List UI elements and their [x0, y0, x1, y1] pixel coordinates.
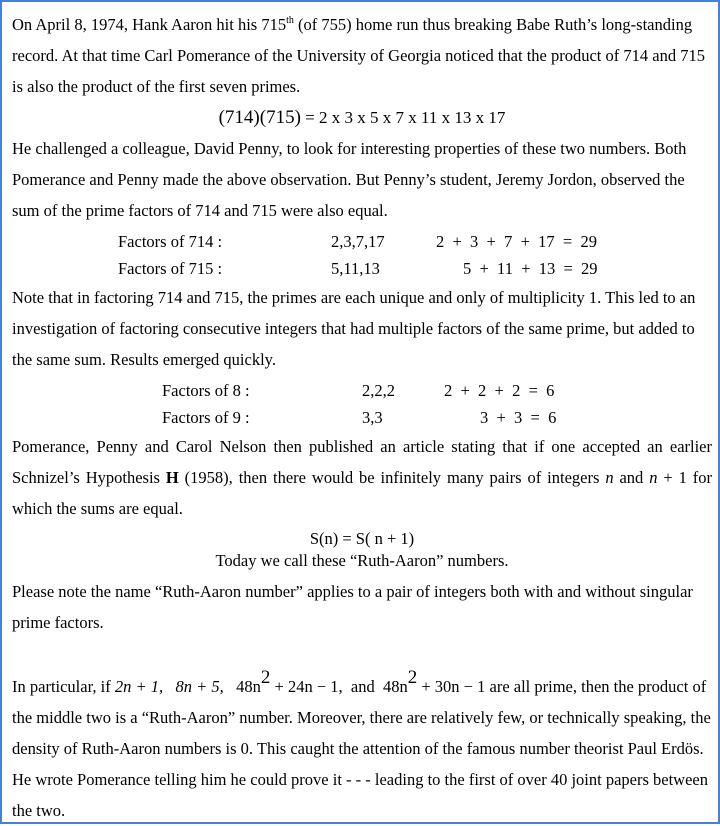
spacer [12, 638, 712, 665]
expression-8n-plus-5: 8n + 5, [175, 677, 224, 696]
equation-left: (714)(715) [218, 107, 301, 128]
paragraph-hypothesis [12, 431, 712, 524]
factor-table-714-715 [12, 228, 712, 282]
hypothesis-text-3: and [613, 468, 650, 487]
factor-list: 5,11,13 [331, 259, 380, 278]
factor-label: Factors of 9 : [162, 408, 250, 427]
factor-table-8-9 [12, 377, 712, 431]
paragraph-challenge: He challenged a colleague, David Penny, to look for interesting properties of these two numbers. Both Pomerance and Penny made the above observation. But Penny’s student, Jeremy Jordon, observed the sum of the prime factors of 714 and 715 were also equal. [12, 139, 687, 220]
and-word: and [350, 677, 375, 696]
ruth-aaron-naming: Today we call these “Ruth-Aaron” numbers. [215, 551, 509, 570]
factor-row-715 [12, 255, 712, 282]
hypothesis-text-4: + 1 for which the sums are equal. [12, 468, 713, 518]
variable-n: n [649, 468, 658, 487]
intro-text-rest: (of 755) home run thus breaking Babe Ruth’s long-standing record. At that time Carl Pomerance of the University of Georgia noticed that the product of 714 and 715 is also the product of the first seven primes. [12, 15, 705, 96]
factor-row-9 [12, 404, 712, 431]
ordinal-superscript: th [286, 15, 294, 26]
factor-label: Factors of 714 : [118, 232, 223, 251]
equation-product [12, 102, 712, 133]
factor-row-8 [12, 377, 712, 404]
intro-text: On April 8, 1974, Hank Aaron hit his 715 [12, 15, 287, 34]
equation-sum: S(n) = S( n + 1) [309, 529, 415, 548]
particular-text-rest: are all prime, then the product of the middle two is a “Ruth-Aaron” number. Moreover, there are relatively few, or technically speaking, the density of Ruth-Aaron numbers is 0. This caught the attention of the famous number theorist Paul Erdös. He wrote Pomerance telling him he could prove it - - - leading to the first of over 40 joint papers between the two. [12, 677, 711, 820]
paragraph-particular [12, 667, 712, 826]
factor-sum: 5 + 11 + 13 = 29 [463, 259, 598, 278]
factor-list: 2,2,2 [362, 381, 395, 400]
expression-2n-plus-1: 2n + 1, [114, 677, 164, 696]
equation-right: = 2 x 3 x 5 x 7 x 11 x 13 x 17 [300, 108, 506, 127]
factor-label: Factors of 8 : [162, 381, 250, 400]
factor-label: Factors of 715 : [118, 259, 223, 278]
expression-48n2-30n: 48n2 + 30n − 1 [383, 667, 486, 696]
paragraph-multiplicity: Note that in factoring 714 and 715, the primes are each unique and only of multiplicity 1. This led to an investigation of factoring consecutive integers that had multiple factors of the same prime, but added to the same sum. Results emerged quickly. [12, 288, 696, 369]
expression-48n2-24n: 48n2 + 24n − 1, [236, 667, 343, 696]
factor-list: 2,3,7,17 [331, 232, 385, 251]
particular-text: In particular, if [12, 677, 115, 696]
factor-sum: 3 + 3 = 6 [480, 408, 557, 427]
factor-list: 3,3 [362, 408, 383, 427]
document-body [12, 9, 712, 826]
factor-sum: 2 + 2 + 2 = 6 [444, 381, 555, 400]
hypothesis-text: Pomerance, Penny and Carol Nelson then published an article stating that if one accepted an earlier Schnizel’s Hypothesis [12, 437, 712, 487]
factor-row-714 [12, 228, 712, 255]
factor-sum: 2 + 3 + 7 + 17 = 29 [436, 232, 597, 251]
paragraph-intro [12, 9, 712, 102]
hypothesis-text-2: (1958), then there would be infinitely many pairs of integers [178, 468, 606, 487]
variable-n: n [605, 468, 614, 487]
paragraph-note: Please note the name “Ruth-Aaron number” applies to a pair of integers both with and without singular prime factors. [12, 582, 693, 632]
hypothesis-symbol: H [165, 468, 179, 487]
